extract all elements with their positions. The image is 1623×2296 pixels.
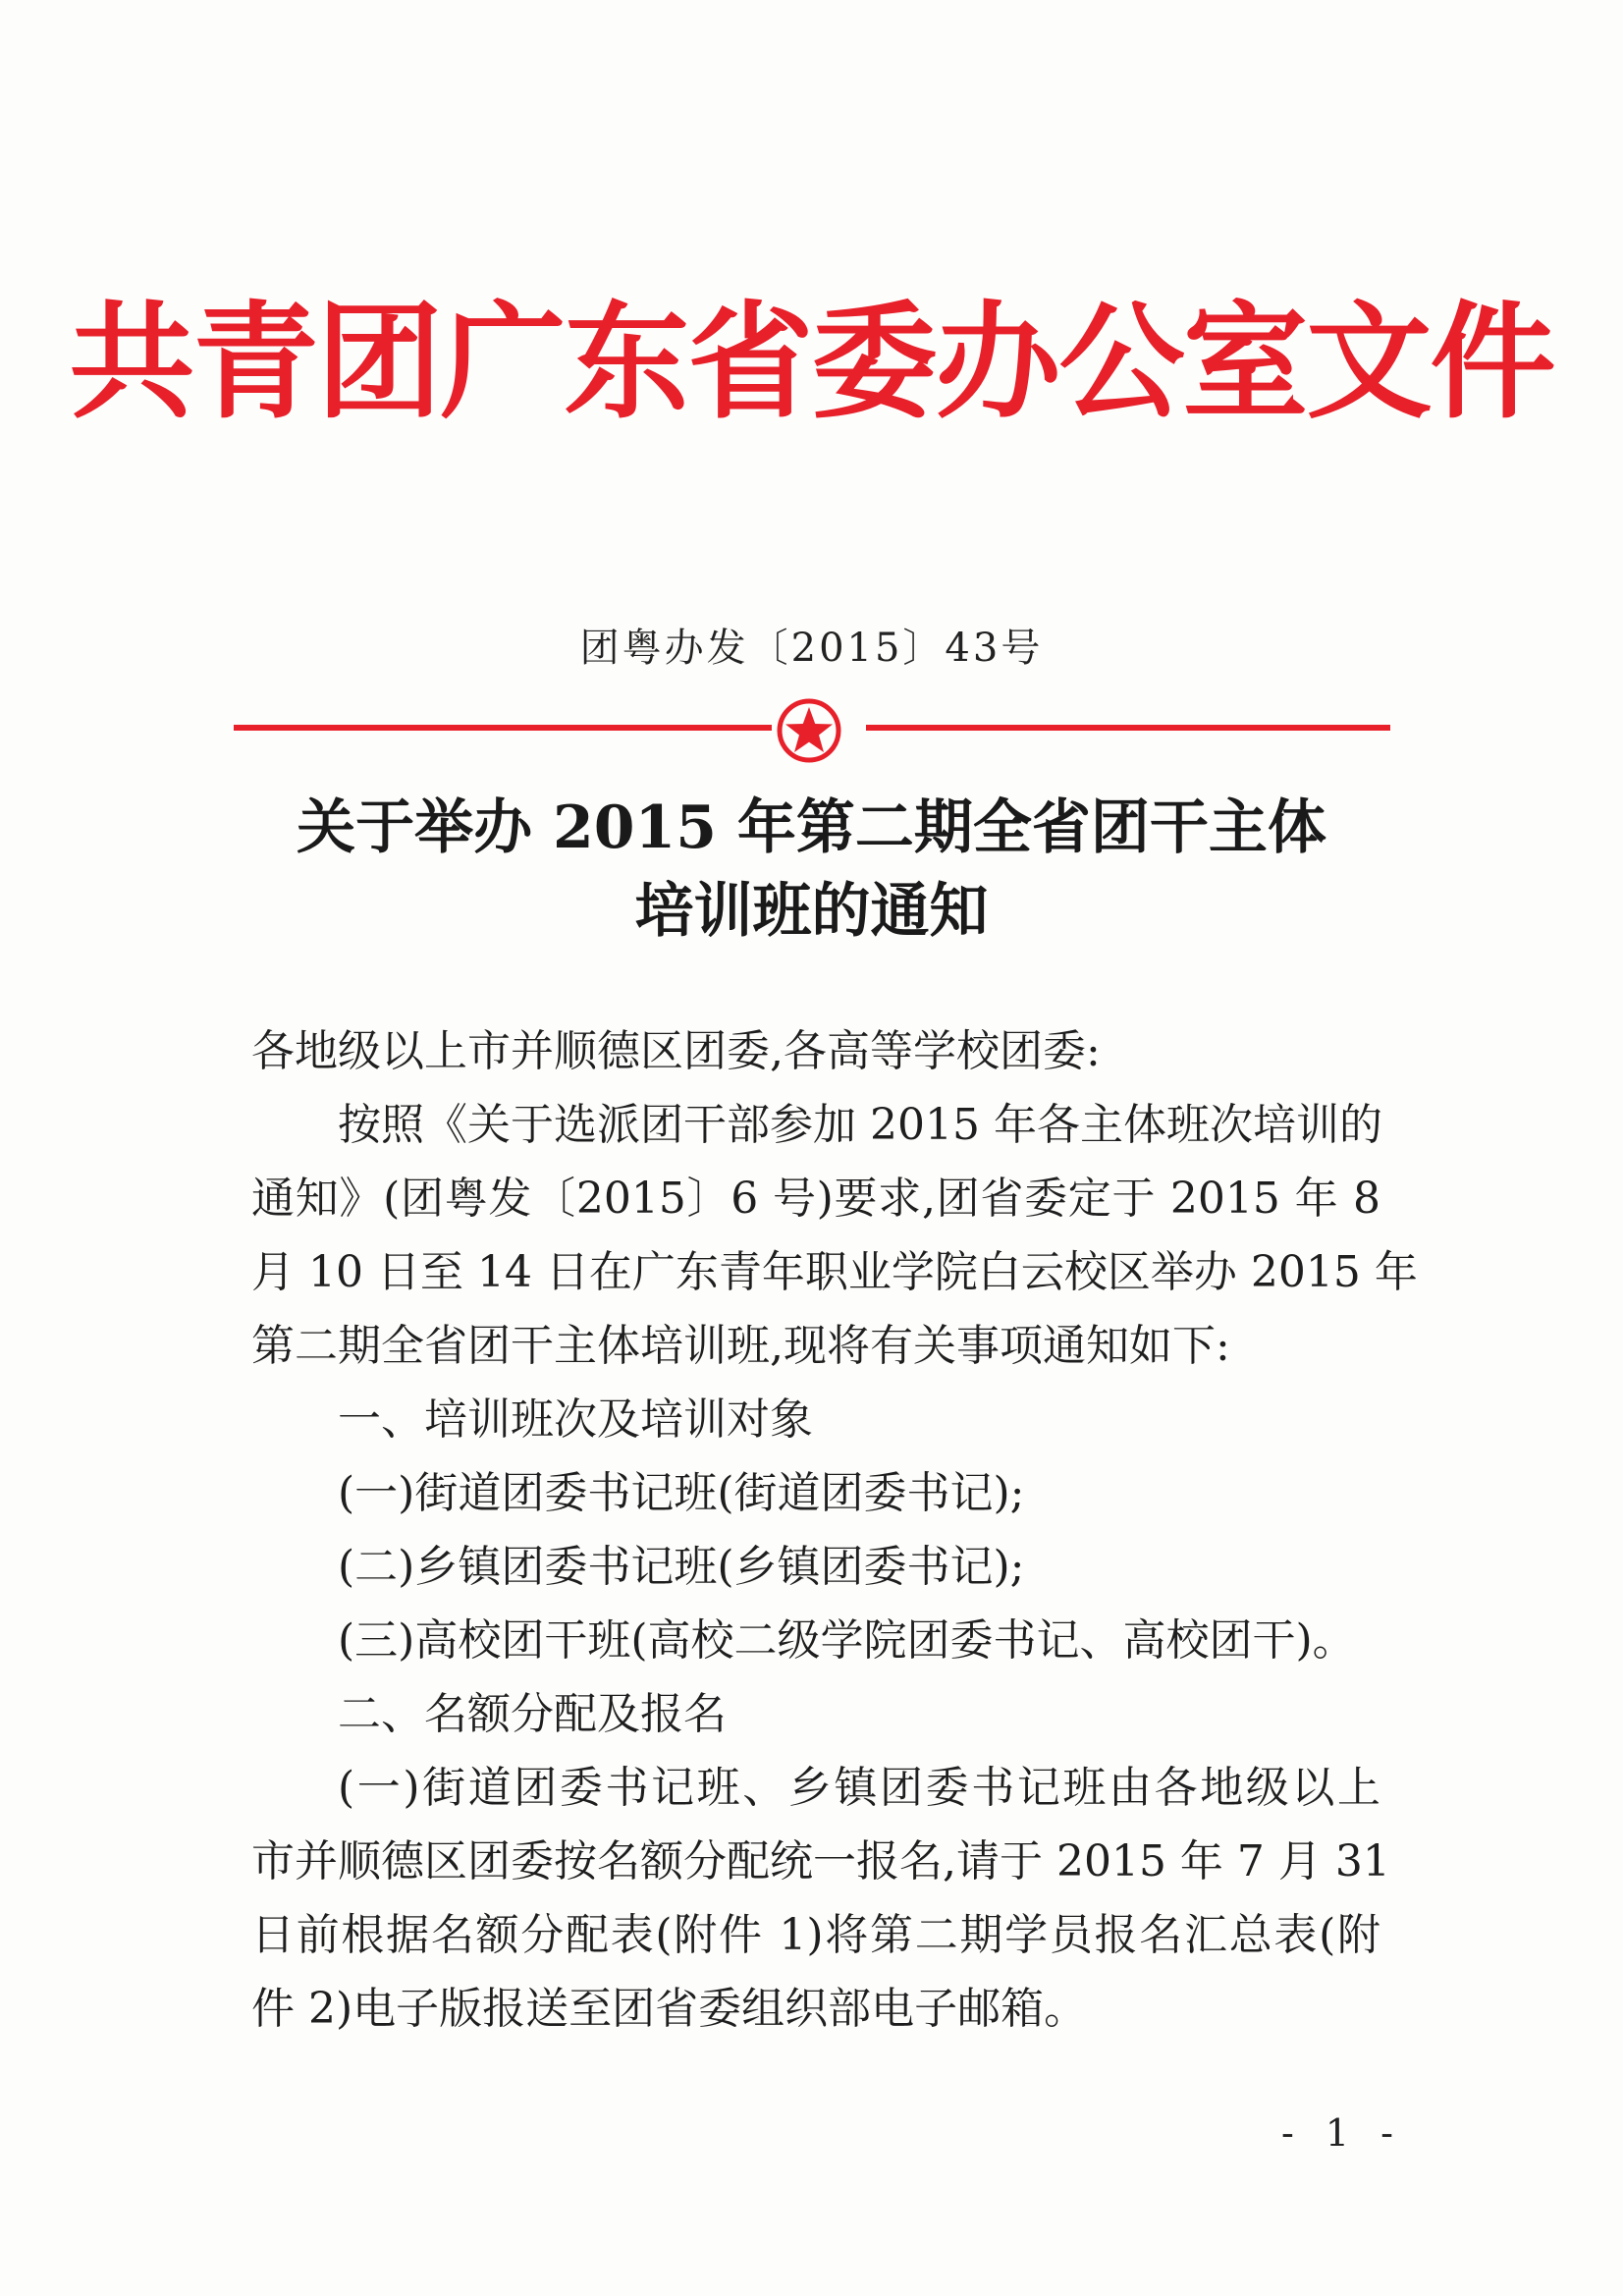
paragraph-line: 市并顺德区团委按名额分配统一报名,请于 2015 年 7 月 31 bbox=[251, 1836, 1390, 1886]
red-rule-right bbox=[866, 725, 1390, 731]
paragraph-line: 按照《关于选派团干部参加 2015 年各主体班次培训的 bbox=[338, 1100, 1382, 1150]
paragraph-line: (一)街道团委书记班、乡镇团委书记班由各地级以上 bbox=[338, 1763, 1380, 1813]
red-star-emblem-icon bbox=[777, 698, 841, 763]
notice-title-line-2: 培训班的通知 bbox=[634, 877, 989, 946]
notice-title-line-1: 关于举办 2015 年第二期全省团干主体 bbox=[297, 793, 1326, 862]
document-number: 团粤办发〔2015〕43号 bbox=[579, 626, 1044, 671]
addressee: 各地级以上市并顺德区团委,各高等学校团委: bbox=[251, 1026, 1101, 1076]
paragraph-line: 日前根据名额分配表(附件 1)将第二期学员报名汇总表(附 bbox=[251, 1910, 1380, 1960]
paragraph-line: 第二期全省团干主体培训班,现将有关事项通知如下: bbox=[251, 1321, 1230, 1371]
list-item: (二)乡镇团委书记班(乡镇团委书记); bbox=[338, 1542, 1025, 1592]
page-number: - 1 - bbox=[1281, 2111, 1404, 2155]
section-heading-2: 二、名额分配及报名 bbox=[338, 1689, 727, 1739]
header-title: 共青团广东省委办公室文件 bbox=[69, 290, 1554, 436]
red-rule-left bbox=[234, 725, 772, 731]
list-item: (三)高校团干班(高校二级学院团委书记、高校团干)。 bbox=[338, 1615, 1356, 1666]
list-item: (一)街道团委书记班(街道团委书记); bbox=[338, 1468, 1025, 1518]
paragraph-line: 通知》(团粤发〔2015〕6 号)要求,团省委定于 2015 年 8 bbox=[251, 1174, 1380, 1224]
section-heading-1: 一、培训班次及培训对象 bbox=[338, 1394, 813, 1445]
paragraph-line: 月 10 日至 14 日在广东青年职业学院白云校区举办 2015 年 bbox=[251, 1247, 1418, 1297]
paragraph-line: 件 2)电子版报送至团省委组织部电子邮箱。 bbox=[251, 1984, 1088, 2034]
